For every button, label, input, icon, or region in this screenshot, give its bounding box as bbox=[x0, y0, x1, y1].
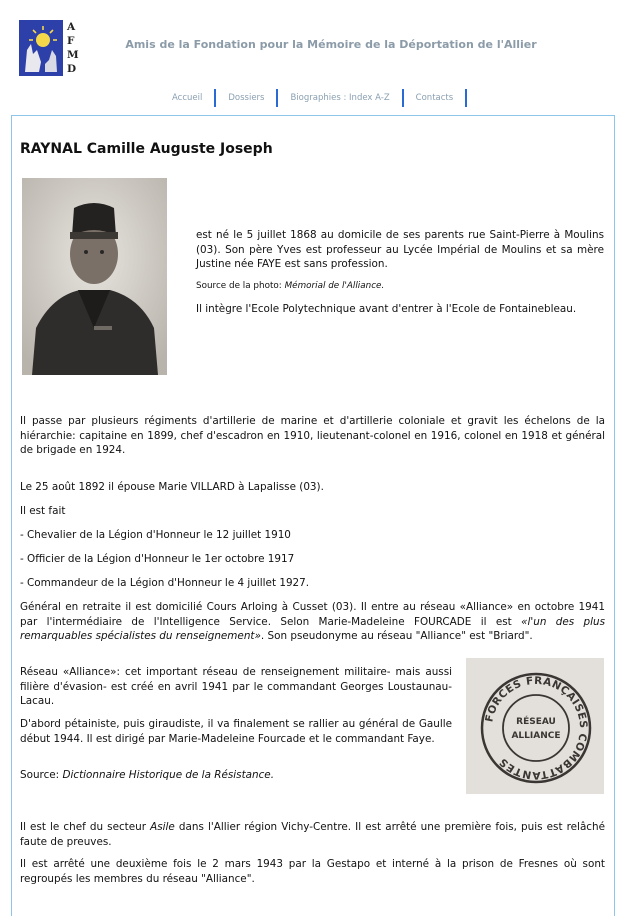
retirement-text-end: . Son pseudonyme au réseau "Alliance" est "Briard". bbox=[260, 630, 533, 642]
fourcade-quote: «l'un des plus remarquables spécialistes du renseignement» bbox=[20, 615, 605, 642]
portrait-photo bbox=[22, 178, 167, 375]
stamp-center-text: ALLIANCE bbox=[511, 731, 561, 741]
asile-text: Il est le chef du secteur bbox=[20, 821, 151, 833]
nav-biographies[interactable]: Biographies : Index A-Z bbox=[278, 89, 403, 107]
page-title: RAYNAL Camille Auguste Joseph bbox=[20, 141, 273, 157]
alliance-paragraph-1: Réseau «Alliance»: cet important réseau de renseignement militaire- mais aussi filière d'évasion- est créé en avril 1941 par le commandant Georges Loustaunau-Lacau. bbox=[20, 666, 452, 707]
sun-hands-logo-icon bbox=[19, 20, 63, 76]
honour-item: - Chevalier de la Légion d'Honneur le 12 juillet 1910 bbox=[20, 529, 291, 541]
arrest-paragraph: Il est arrêté une deuxième fois le 2 mars 1943 par la Gestapo et interné à la prison de Fresnes où sont regroupés les membres du réseau "Alliance". bbox=[20, 858, 605, 885]
birth-paragraph: est né le 5 juillet 1868 au domicile de ses parents rue Saint-Pierre à Moulins (03). Son père Yves est professeur au Lycée Impérial de Moulins et sa mère Justine née FAYE est sans profession. bbox=[196, 229, 604, 270]
site-title: Amis de la Fondation pour la Mémoire de la Déportation de l'Allier bbox=[125, 38, 537, 51]
alliance-paragraph-2: D'abord pétainiste, puis giraudiste, il va finalement se rallier au général de Gaulle début 1944. Il est dirigé par Marie-Madeleine Fourcade et le commandant Faye. bbox=[20, 718, 452, 745]
asile-text-end: dans l'Allier région Vichy-Centre. Il est arrêté une première fois, puis est relâché faute de preuves. bbox=[20, 821, 606, 848]
asile-paragraph bbox=[20, 820, 605, 849]
photo-source bbox=[196, 279, 604, 294]
main-nav bbox=[160, 89, 467, 107]
alliance-source-title: Dictionnaire Historique de la Résistance. bbox=[62, 769, 275, 781]
photo-source-label: Source de la photo: bbox=[196, 281, 285, 291]
alliance-source bbox=[20, 768, 452, 783]
marriage-paragraph: Le 25 août 1892 il épouse Marie VILLARD à Lapalisse (03). bbox=[20, 481, 324, 493]
site-logo[interactable] bbox=[19, 20, 79, 78]
honour-item: - Commandeur de la Légion d'Honneur le 4 juillet 1927. bbox=[20, 577, 310, 589]
nav-dossiers[interactable]: Dossiers bbox=[216, 89, 278, 107]
asile-sector: Asile bbox=[150, 821, 175, 833]
polytechnique-paragraph: Il intègre l'Ecole Polytechnique avant d'entrer à l'Ecole de Fontainebleau. bbox=[196, 303, 577, 315]
nav-contacts[interactable]: Contacts bbox=[404, 89, 468, 107]
alliance-stamp-image bbox=[466, 658, 604, 794]
honour-item: - Officier de la Légion d'Honneur le 1er octobre 1917 bbox=[20, 553, 295, 565]
logo-letters: A F M D bbox=[67, 21, 79, 75]
retirement-paragraph bbox=[20, 600, 605, 644]
photo-source-title: Mémorial de l'Alliance. bbox=[284, 281, 385, 291]
stamp-center-text: RÉSEAU bbox=[516, 717, 556, 727]
stamp-ring-text: FORCES FRANÇAISES COMBATTANTES bbox=[483, 674, 590, 782]
honours-intro: Il est fait bbox=[20, 505, 66, 517]
career-paragraph: Il passe par plusieurs régiments d'artillerie de marine et d'artillerie coloniale et gravit les échelons de la hiérarchie: capitaine en 1899, chef d'escadron en 1910, lieutenant-colonel en 1916, colonel en 1918 et général de brigade en 1924. bbox=[20, 415, 605, 456]
nav-accueil[interactable]: Accueil bbox=[160, 89, 216, 107]
retirement-text: Général en retraite il est domicilié Cours Arloing à Cusset (03). Il entre au réseau «Alliance» en octobre 1941 par l'intermédiaire de l'Intelligence Service. Selon Marie-Madeleine FOURCADE il est bbox=[20, 601, 605, 628]
alliance-source-label: Source: bbox=[20, 769, 63, 781]
